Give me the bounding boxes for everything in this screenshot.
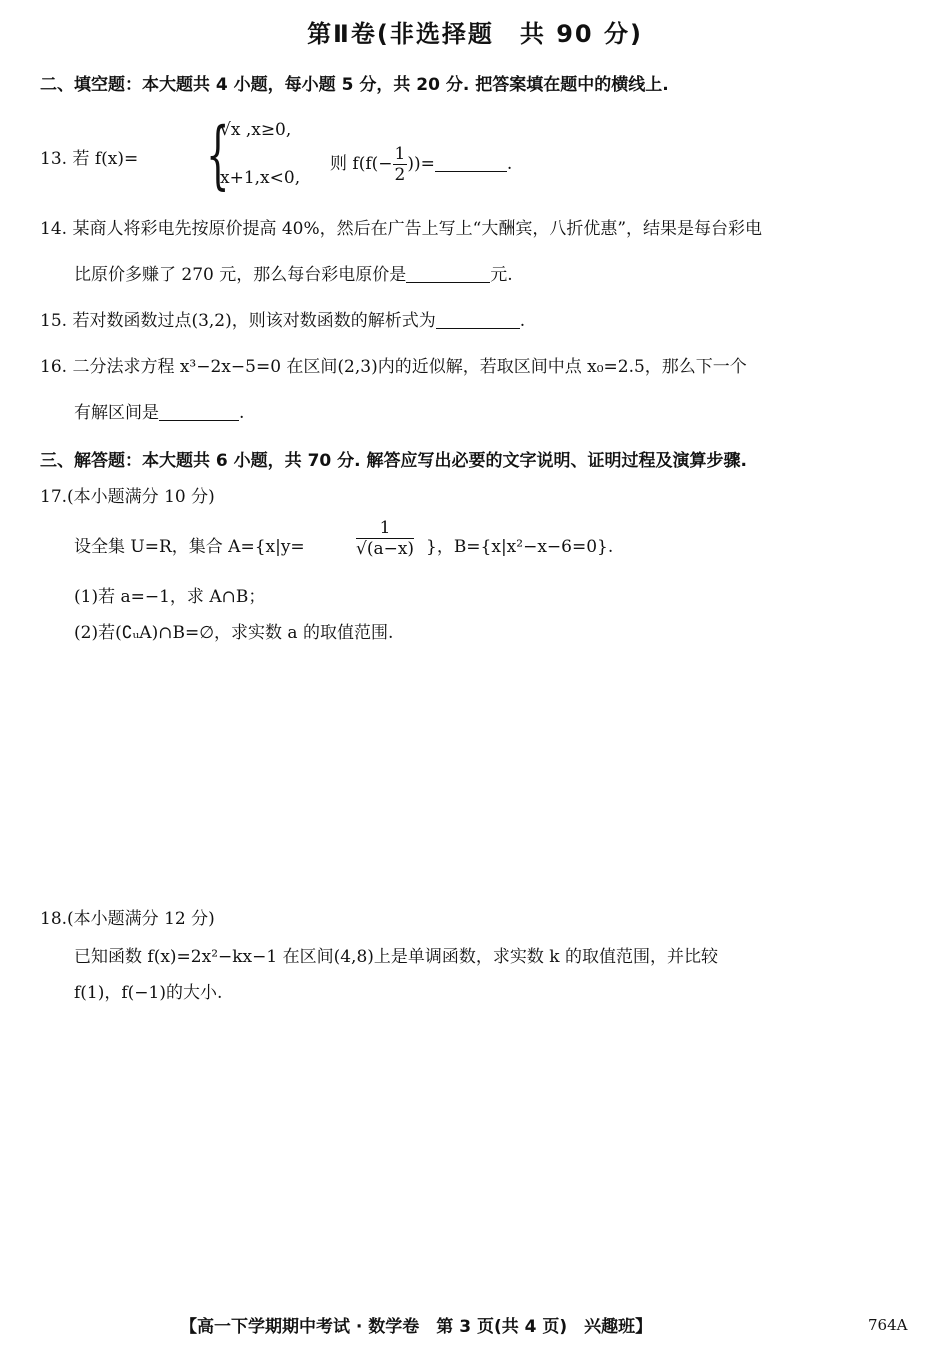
question-13-prefix: 13. 若 f(x)= xyxy=(40,149,139,169)
question-16-end: . xyxy=(239,403,245,423)
question-16-line-2 xyxy=(74,398,244,423)
set-text-before: 设全集 U=R，集合 A={x|y= xyxy=(74,537,305,557)
fraction-denominator: 2 xyxy=(394,165,406,185)
question-14-text: 比原价多赚了 270 元，那么每台彩电原价是 xyxy=(74,265,407,285)
question-14-unit: 元. xyxy=(490,265,513,285)
question-15 xyxy=(40,306,525,331)
question-17-part-1: (1)若 a=−1，求 A∩B； xyxy=(74,587,266,607)
question-13-end: . xyxy=(506,154,513,174)
question-18-line-1: 已知函数 f(x)=2x²−kx−1 在区间(4,8)上是单调函数，求实数 k 的取值范围，并比较 xyxy=(74,947,719,967)
answer-blank-13[interactable] xyxy=(435,153,507,172)
question-13 xyxy=(40,112,640,198)
answer-blank-16[interactable] xyxy=(159,402,239,421)
answer-blank-14[interactable] xyxy=(406,264,490,283)
question-15-end: . xyxy=(519,311,526,331)
part-title: 第Ⅱ卷(非选择题 共 90 分) xyxy=(307,20,643,48)
question-17-heading: 17.(本小题满分 10 分) xyxy=(40,487,215,507)
question-18-line-2: f(1)，f(−1)的大小. xyxy=(74,983,223,1003)
half-fraction xyxy=(393,144,408,185)
question-14-line-1: 14. 某商人将彩电先按原价提高 40%，然后在广告上写上“大酬宾，八折优惠”，结果是每台彩电 xyxy=(40,219,763,239)
piecewise-brace: { xyxy=(206,112,230,198)
question-14-line-2 xyxy=(74,260,513,285)
set-fraction xyxy=(356,518,414,559)
answer-blank-15[interactable] xyxy=(436,310,520,329)
set-text-after: }，B={x|x²−x−6=0}. xyxy=(426,537,614,557)
question-16-line-1: 16. 二分法求方程 x³−2x−5=0 在区间(2,3)内的近似解，若取区间中点 x₀=2.5，那么下一个 xyxy=(40,357,747,377)
question-16-text: 有解区间是 xyxy=(74,403,159,423)
question-13-then-after: ))= xyxy=(407,154,435,174)
paper-code: 764A xyxy=(868,1316,908,1334)
section-solve-heading: 三、解答题：本大题共 6 小题，共 70 分. 解答应写出必要的文字说明、证明过程及演算步骤. xyxy=(40,451,747,471)
question-17-part-2: (2)若(∁ᵤA)∩B=∅，求实数 a 的取值范围. xyxy=(74,623,394,643)
page-footer: 【高一下学期期中考试 · 数学卷 第 3 页(共 4 页) 兴趣班】 xyxy=(180,1317,653,1337)
question-18-heading: 18.(本小题满分 12 分) xyxy=(40,909,215,929)
piecewise-case-1: √x ,x≥0, xyxy=(220,120,292,140)
question-13-expression xyxy=(330,144,512,185)
piecewise-case-2: x+1,x<0, xyxy=(220,168,301,188)
set-fraction-denominator: √(a−x) xyxy=(356,539,415,559)
set-fraction-numerator: 1 xyxy=(356,518,414,539)
fraction-numerator: 1 xyxy=(394,144,406,164)
section-fill-blank-heading: 二、填空题：本大题共 4 小题，每小题 5 分，共 20 分. 把答案填在题中的横线上. xyxy=(40,75,669,95)
question-13-then-before: 则 f(f(− xyxy=(330,154,393,174)
question-15-text: 15. 若对数函数过点(3,2)，则该对数函数的解析式为 xyxy=(40,311,436,331)
